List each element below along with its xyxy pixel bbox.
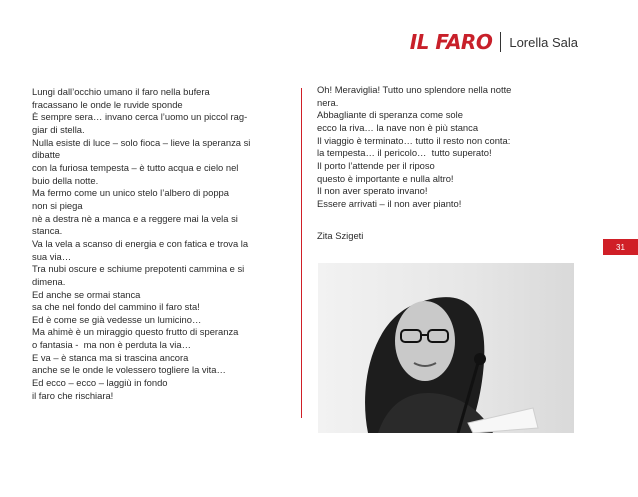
poem-signature: Zita Szigeti	[317, 230, 364, 241]
title-divider	[500, 32, 501, 52]
author-name: Lorella Sala	[509, 34, 578, 50]
poem-right-column: Oh! Meraviglia! Tutto uno splendore nella notte nera. Abbagliante di speranza come sole ecco la riva… la nave non è più stanca Il viaggio è terminato… tutto il resto non conta: la tempesta… il pericolo… tutto superato! Il porto l’attende per il riposo questo è importante e nulla altro! Il non aver sperato invano! Essere arrivati – il non aver pianto!	[317, 84, 512, 209]
author-photo	[318, 263, 574, 433]
page-header	[410, 30, 578, 54]
poem-left-column: Lungi dall’occhio umano il faro nella bufera fracassano le onde le ruvide sponde È sempre sera… invano cerca l’uomo un piccol rag- giar di stella. Nulla esiste di luce – solo fioca – lieve la speranza si dibatte con la furiosa tempesta – è tutto acqua e cielo nel buio della notte. Ma fermo come un unico stelo l’albero di poppa non si piega nè a destra nè a manca e a reggere mai la vela si stanca. Va la vela a scanso di energia e con fatica e trova la sua via… Tra nubi oscure e schiume prepotenti cammina e si dimena. Ed anche se ormai stanca sa che nel fondo del cammino il faro sta! Ed è come se già vedesse un lumicino… Ma ahimè è un miraggio questo frutto di speranza o fantasia - ma non è perduta la via… E va – è stanca ma si trascina ancora anche se le onde le volessero togliere la vita… Ed ecco – ecco – laggiù in fondo il faro che rischiara!	[32, 86, 251, 401]
page-number-tab	[603, 239, 638, 255]
article-title: IL FARO	[409, 30, 493, 54]
page-number: 31	[616, 242, 625, 252]
author-photo-image	[318, 263, 574, 433]
column-divider	[301, 88, 302, 418]
